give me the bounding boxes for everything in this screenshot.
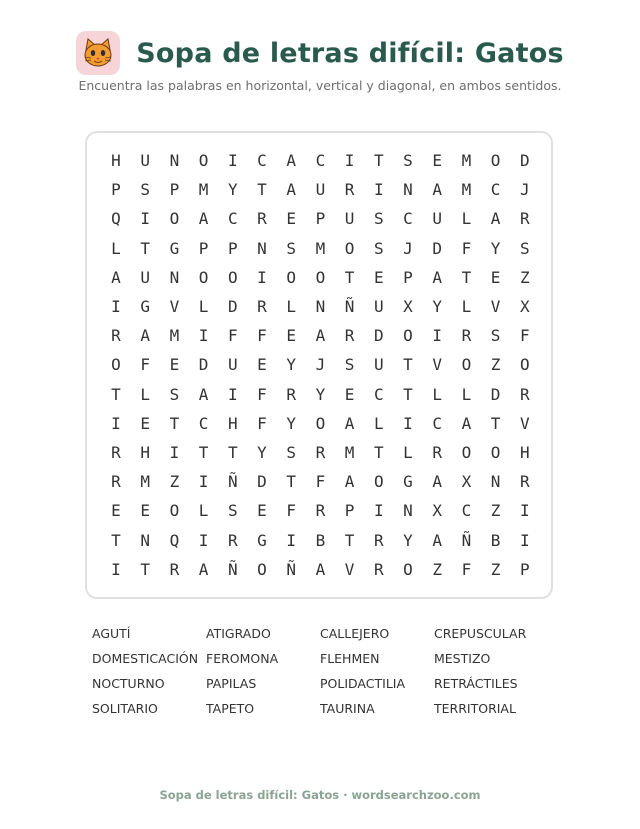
grid-cell[interactable]: I (373, 501, 384, 521)
grid-cell[interactable]: C (461, 501, 472, 521)
grid-cell[interactable]: I (198, 326, 209, 346)
grid-cell[interactable]: R (111, 326, 121, 346)
grid-cell[interactable]: Y (286, 355, 296, 375)
grid-cell[interactable]: A (198, 209, 209, 229)
grid-cell[interactable]: U (373, 355, 384, 375)
grid-cell[interactable]: D (432, 238, 442, 258)
grid-cell[interactable]: E (286, 209, 296, 229)
grid-cell[interactable]: S (490, 326, 501, 346)
grid-cell[interactable]: M (198, 180, 209, 200)
grid-cell[interactable]: C (373, 384, 384, 404)
header-inner (76, 31, 563, 75)
instructions: Encuentra las palabras en horizontal, vertical y diagonal, en ambos sentidos. (78, 78, 562, 93)
grid-cell[interactable]: S (403, 151, 413, 170)
grid-cell[interactable]: D (257, 472, 267, 492)
grid-cell[interactable]: I (111, 559, 121, 579)
grid-cell[interactable]: P (198, 238, 209, 258)
grid-cell[interactable]: E (432, 151, 442, 170)
grid-cell[interactable]: O (111, 355, 121, 375)
word-list-item: TAPETO (206, 701, 255, 716)
word-list-item: MESTIZO (434, 651, 491, 666)
grid-cell[interactable]: C (403, 209, 413, 229)
grid-cell[interactable]: Y (227, 180, 238, 200)
grid-cell[interactable]: O (461, 443, 472, 462)
grid-cell[interactable]: T (461, 267, 472, 287)
grid-cell[interactable]: T (257, 180, 267, 200)
grid-cell[interactable]: P (403, 267, 413, 287)
word-list-item: CALLEJERO (320, 626, 390, 641)
grid-cell[interactable]: R (227, 530, 238, 550)
grid-cell[interactable]: S (373, 238, 384, 258)
grid-cell[interactable]: O (403, 559, 413, 579)
grid-cell[interactable]: I (198, 530, 209, 550)
grid-cell[interactable]: E (344, 384, 355, 404)
grid-cell[interactable]: V (519, 413, 530, 433)
grid-cell[interactable]: P (169, 180, 180, 200)
grid-cell[interactable]: I (286, 530, 296, 550)
grid-cell[interactable]: X (519, 297, 530, 316)
grid-cell[interactable]: O (373, 472, 384, 492)
grid-cell[interactable]: F (461, 559, 472, 579)
grid-cell[interactable]: Ñ (344, 297, 355, 316)
grid-cell[interactable]: Y (315, 384, 326, 404)
grid-cell[interactable]: A (315, 326, 326, 346)
grid-cell[interactable]: R (315, 443, 326, 462)
grid-cell[interactable]: N (403, 501, 413, 521)
grid-cell[interactable]: P (111, 180, 121, 200)
grid-cell[interactable]: T (227, 443, 238, 462)
grid-cell[interactable]: A (315, 559, 326, 579)
grid-cell[interactable]: I (432, 326, 442, 346)
grid-cell[interactable]: V (169, 297, 180, 316)
grid-cell[interactable]: O (315, 413, 326, 433)
grid-cell[interactable]: S (344, 355, 355, 375)
word-list-item: RETRÁCTILES (434, 676, 518, 691)
grid-cell[interactable]: S (169, 384, 180, 404)
grid-cell[interactable]: E (257, 355, 267, 375)
grid-cell[interactable]: N (490, 472, 501, 492)
grid-cell[interactable]: C (315, 151, 326, 170)
grid-cell[interactable]: S (140, 180, 150, 200)
letter-grid (87, 133, 551, 597)
grid-cell[interactable]: R (111, 472, 121, 492)
grid-cell[interactable]: R (461, 326, 472, 346)
grid-cell[interactable]: I (257, 267, 267, 287)
grid-cell[interactable]: Ñ (227, 559, 238, 579)
grid-cell[interactable]: Ñ (286, 559, 296, 579)
grid-cell[interactable]: I (169, 443, 180, 462)
grid-cell[interactable]: S (227, 501, 238, 521)
grid-cell[interactable]: U (227, 355, 238, 375)
grid-cell[interactable]: J (519, 180, 530, 200)
grid-cell[interactable]: M (169, 326, 180, 346)
word-list-item: POLIDACTILIA (320, 676, 406, 691)
grid-cell[interactable]: I (111, 413, 121, 433)
grid-cell[interactable]: D (227, 297, 238, 316)
grid-cell[interactable]: D (198, 355, 209, 375)
grid-cell[interactable]: U (432, 209, 442, 229)
grid-cell[interactable]: A (432, 267, 442, 287)
grid-cell[interactable]: X (461, 472, 472, 492)
grid-cell[interactable]: T (344, 530, 355, 550)
grid-cell[interactable]: Ñ (461, 530, 472, 550)
grid-cell[interactable]: A (198, 559, 209, 579)
word-list-item: DOMESTICACIÓN (92, 651, 199, 666)
grid-cell[interactable]: V (490, 297, 501, 316)
grid-cell[interactable]: I (519, 501, 530, 521)
word-list-item: TAURINA (320, 701, 375, 716)
grid-cell[interactable]: L (111, 238, 121, 258)
grid-cell[interactable]: T (344, 267, 355, 287)
grid-cell[interactable]: M (315, 238, 326, 258)
grid-cell[interactable]: I (519, 530, 530, 550)
grid-cell[interactable]: F (227, 326, 238, 346)
grid-cell[interactable]: O (519, 355, 530, 375)
word-list-item: ATIGRADO (206, 626, 271, 641)
grid-cell[interactable]: H (227, 413, 238, 433)
grid-cell[interactable]: A (286, 151, 296, 170)
grid-cell[interactable]: A (140, 326, 150, 346)
grid-cell[interactable]: U (344, 209, 355, 229)
grid-cell[interactable]: V (432, 355, 442, 375)
grid-cell[interactable]: P (315, 209, 326, 229)
grid-cell[interactable]: A (490, 209, 501, 229)
grid-cell[interactable]: I (198, 472, 209, 492)
grid-cell[interactable]: R (373, 559, 384, 579)
grid-cell[interactable]: E (140, 413, 150, 433)
grid-cell[interactable]: U (315, 180, 326, 200)
grid-cell[interactable]: F (315, 472, 326, 492)
grid-cell[interactable]: F (257, 413, 267, 433)
grid-cell[interactable]: S (286, 443, 296, 462)
grid-cell[interactable]: S (519, 238, 530, 258)
grid-cell[interactable]: L (403, 443, 413, 462)
grid-cell[interactable]: L (373, 413, 384, 433)
grid-cell[interactable]: R (257, 297, 267, 316)
word-list-item: TERRITORIAL (434, 701, 516, 716)
grid-cell[interactable]: M (461, 180, 472, 200)
grid-cell[interactable]: Z (490, 355, 501, 375)
grid-cell[interactable]: A (432, 180, 442, 200)
grid-cell[interactable]: O (227, 267, 238, 287)
grid-cell[interactable]: E (169, 355, 180, 375)
grid-cell[interactable]: O (315, 267, 326, 287)
grid-cell[interactable]: H (519, 443, 530, 462)
grid-cell[interactable]: X (432, 501, 442, 521)
grid-cell[interactable]: Q (169, 530, 180, 550)
grid-cell[interactable]: D (373, 326, 384, 346)
grid-cell[interactable]: R (344, 180, 355, 200)
grid-cell[interactable]: S (373, 209, 384, 229)
grid-cell[interactable]: L (198, 501, 209, 521)
grid-cell[interactable]: L (286, 297, 296, 316)
grid-cell[interactable]: Y (286, 413, 296, 433)
grid-cell[interactable]: P (227, 238, 238, 258)
grid-cell[interactable]: Z (432, 559, 442, 579)
grid-cell[interactable]: T (403, 355, 413, 375)
grid-cell[interactable]: T (373, 443, 384, 462)
grid-cell[interactable]: H (111, 151, 121, 170)
letter-grid-box (85, 131, 553, 599)
grid-cell[interactable]: T (140, 559, 150, 579)
grid-cell[interactable]: T (198, 443, 209, 462)
grid-cell[interactable]: R (373, 530, 384, 550)
grid-cell[interactable]: A (286, 180, 296, 200)
grid-cell[interactable]: R (286, 384, 296, 404)
grid-cell[interactable]: Z (490, 559, 501, 579)
grid-cell[interactable]: L (461, 384, 472, 404)
grid-cell[interactable]: O (198, 267, 209, 287)
grid-cell[interactable]: R (519, 209, 530, 229)
grid-cell[interactable]: O (344, 238, 355, 258)
grid-cell[interactable]: U (373, 297, 384, 316)
grid-cell[interactable]: O (286, 267, 296, 287)
grid-cell[interactable]: E (286, 326, 296, 346)
grid-cell[interactable]: O (169, 209, 180, 229)
grid-cell[interactable]: E (373, 267, 384, 287)
grid-cell[interactable]: A (344, 413, 355, 433)
grid-cell[interactable]: C (227, 209, 238, 229)
grid-cell[interactable]: L (461, 297, 472, 316)
footer: Sopa de letras difícil: Gatos · wordsearchzoo.com (159, 788, 481, 802)
grid-cell[interactable]: F (140, 355, 150, 375)
grid-cell[interactable]: Y (257, 443, 267, 462)
grid-cell[interactable]: P (519, 559, 530, 579)
grid-cell[interactable]: T (111, 530, 121, 550)
word-list-item: SOLITARIO (92, 701, 158, 716)
grid-cell[interactable]: F (257, 384, 267, 404)
grid-cell[interactable]: A (461, 413, 472, 433)
grid-cell[interactable]: O (490, 443, 501, 462)
grid-cell[interactable]: L (461, 209, 472, 229)
grid-cell[interactable]: A (111, 267, 121, 287)
grid-cell[interactable]: O (403, 326, 413, 346)
grid-cell[interactable]: N (140, 530, 150, 550)
cat-face-icon (76, 31, 120, 75)
grid-cell[interactable]: Q (111, 209, 121, 229)
word-list-item: PAPILAS (206, 676, 257, 691)
grid-cell[interactable]: F (286, 501, 296, 521)
grid-cell[interactable]: R (257, 209, 267, 229)
grid-cell[interactable]: D (519, 151, 530, 170)
word-list-item: CREPUSCULAR (434, 626, 527, 641)
word-list-item: NOCTURNO (92, 676, 165, 691)
grid-cell[interactable]: G (403, 472, 413, 492)
grid-cell[interactable]: E (111, 501, 121, 521)
grid-cell[interactable]: N (169, 267, 180, 287)
grid-cell[interactable]: B (490, 530, 501, 550)
grid-cell[interactable]: M (461, 151, 472, 170)
grid-cell[interactable]: T (169, 413, 180, 433)
grid-cell[interactable]: A (432, 472, 442, 492)
grid-cell[interactable]: I (140, 209, 150, 229)
grid-cell[interactable]: H (140, 443, 150, 462)
grid-cell[interactable]: O (461, 355, 472, 375)
header (0, 28, 640, 78)
grid-cell[interactable]: C (432, 413, 442, 433)
grid-cell[interactable]: T (111, 384, 121, 404)
grid-cell[interactable]: L (140, 384, 150, 404)
word-list-item: FLEHMEN (320, 651, 380, 666)
grid-cell[interactable]: C (257, 151, 267, 170)
grid-cell[interactable]: T (140, 238, 150, 258)
grid-cell[interactable]: D (490, 384, 501, 404)
grid-cell[interactable]: I (111, 297, 121, 316)
grid-cell[interactable]: O (490, 151, 501, 170)
grid-cell[interactable]: L (198, 297, 209, 316)
grid-cell[interactable]: R (169, 559, 180, 579)
grid-cell[interactable]: I (344, 151, 355, 170)
grid-cell[interactable]: X (403, 297, 413, 316)
grid-cell[interactable]: T (490, 413, 501, 433)
grid-cell[interactable]: S (286, 238, 296, 258)
grid-cell[interactable]: J (315, 355, 326, 375)
grid-cell[interactable]: M (140, 472, 150, 492)
grid-cell[interactable]: G (140, 297, 150, 316)
grid-cell[interactable]: T (286, 472, 296, 492)
grid-cell[interactable]: O (198, 151, 209, 170)
grid-cell[interactable]: T (403, 384, 413, 404)
grid-cell[interactable]: Ñ (227, 472, 238, 492)
grid-cell[interactable]: T (373, 151, 384, 170)
grid-cell[interactable]: Z (490, 501, 501, 521)
grid-cell[interactable]: R (315, 501, 326, 521)
grid-cell[interactable]: B (315, 530, 326, 550)
grid-cell[interactable]: I (373, 180, 384, 200)
grid-cell[interactable]: I (227, 151, 238, 170)
grid-cell[interactable]: O (169, 501, 180, 521)
grid-cell[interactable]: O (257, 559, 267, 579)
grid-cell[interactable]: Y (490, 238, 501, 258)
grid-cell[interactable]: M (344, 443, 355, 462)
grid-cell[interactable]: N (257, 238, 267, 258)
grid-cell[interactable]: R (519, 384, 530, 404)
grid-cell[interactable]: V (344, 559, 355, 579)
word-list-item: AGUTÍ (92, 626, 131, 641)
grid-cell[interactable]: J (403, 238, 413, 258)
grid-cell[interactable]: A (344, 472, 355, 492)
grid-cell[interactable]: N (315, 297, 326, 316)
grid-cell[interactable]: E (257, 501, 267, 521)
grid-cell[interactable]: F (257, 326, 267, 346)
grid-cell[interactable]: N (403, 180, 413, 200)
grid-cell[interactable]: C (198, 413, 209, 433)
grid-cell[interactable]: N (169, 151, 180, 170)
grid-cell[interactable]: G (257, 530, 267, 550)
grid-cell[interactable]: L (432, 384, 442, 404)
grid-cell[interactable]: I (227, 384, 238, 404)
grid-cell[interactable]: F (519, 326, 530, 346)
grid-cell[interactable]: C (490, 180, 501, 200)
grid-cell[interactable]: A (198, 384, 209, 404)
grid-cell[interactable]: R (111, 443, 121, 462)
grid-cell[interactable]: I (403, 413, 413, 433)
grid-cell[interactable]: A (432, 530, 442, 550)
grid-cell[interactable]: U (140, 267, 150, 287)
grid-cell[interactable]: Y (432, 297, 442, 316)
grid-cell[interactable]: Z (169, 472, 180, 492)
grid-cell[interactable]: R (344, 326, 355, 346)
grid-cell[interactable]: R (519, 472, 530, 492)
grid-cell[interactable]: E (140, 501, 150, 521)
word-list-item: FEROMONA (206, 651, 279, 666)
grid-cell[interactable]: Z (519, 267, 530, 287)
grid-cell[interactable]: E (490, 267, 501, 287)
grid-cell[interactable]: Y (403, 530, 413, 550)
page-title: Sopa de letras difícil: Gatos (136, 37, 564, 69)
grid-cell[interactable]: U (140, 151, 150, 170)
grid-cell[interactable]: P (344, 501, 355, 521)
grid-cell[interactable]: R (432, 443, 442, 462)
grid-cell[interactable]: F (461, 238, 472, 258)
grid-cell[interactable]: G (169, 238, 180, 258)
